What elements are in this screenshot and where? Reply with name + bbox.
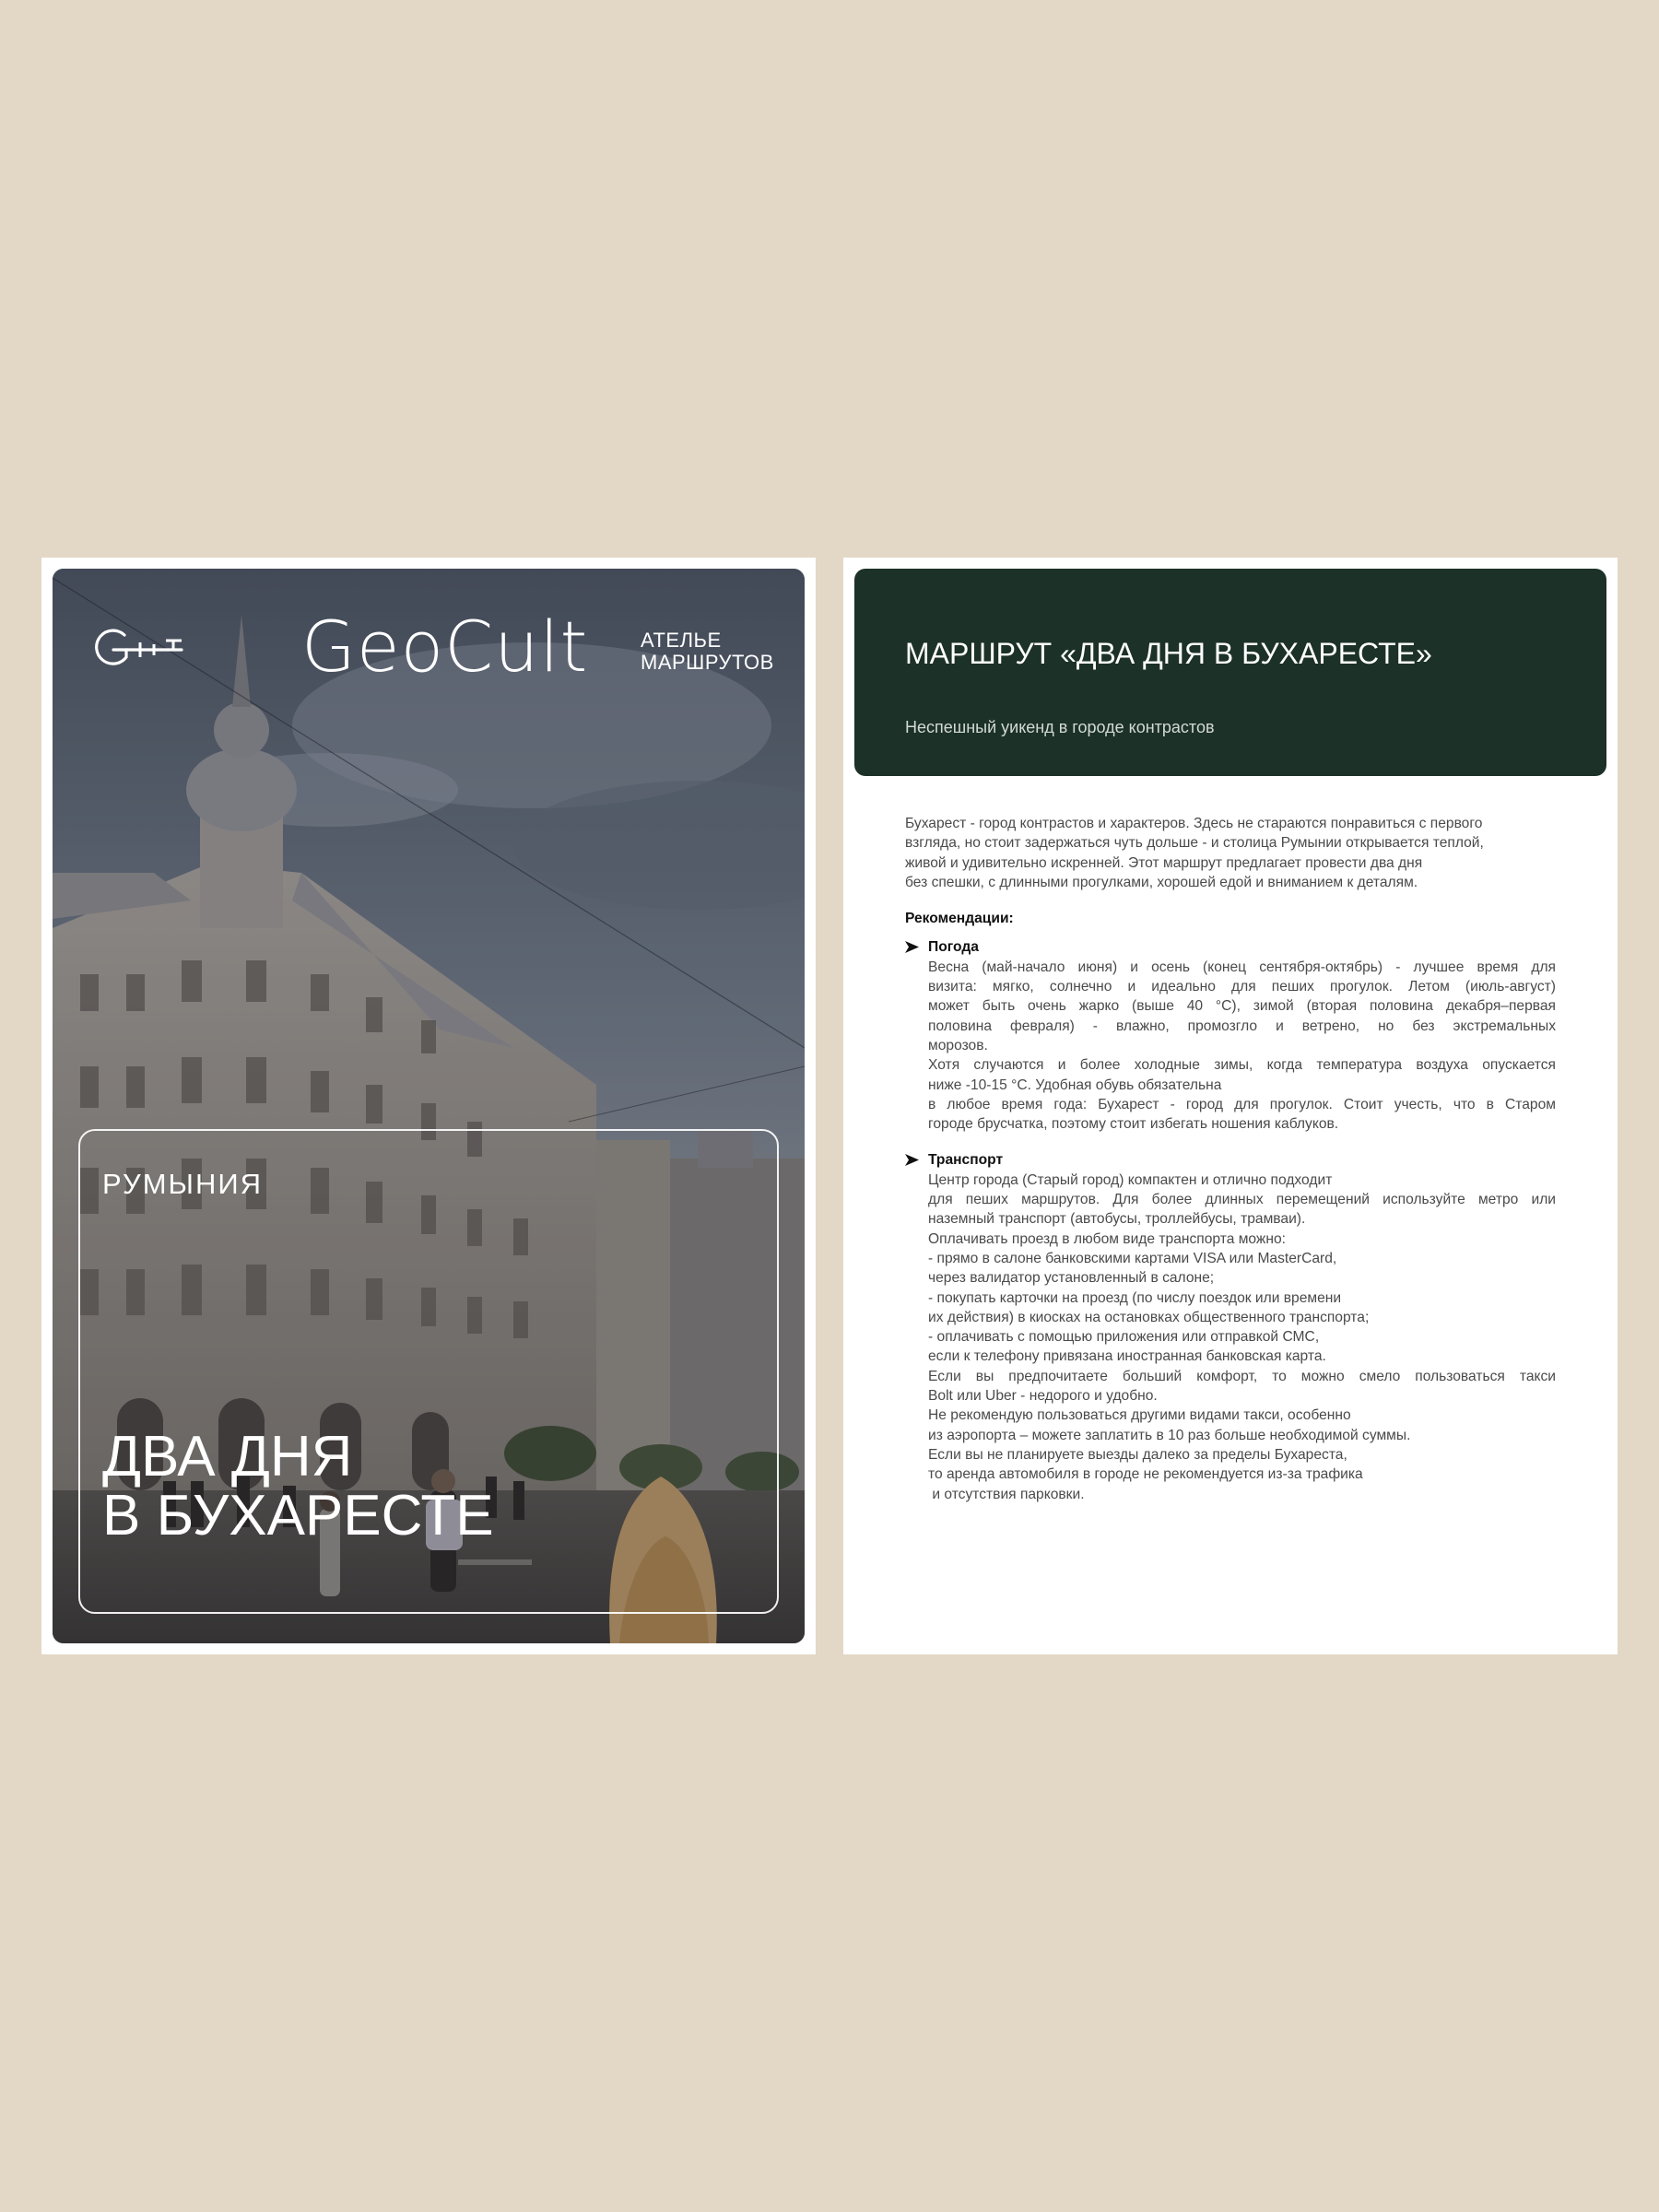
transport-line: если к телефону привязана иностранная банковская карта. — [928, 1348, 1326, 1365]
transport-line: Если вы предпочитаете больший комфорт, то можно смело пользоваться такси — [928, 1368, 1556, 1384]
intro-line: без спешки, с длинными прогулками, хорошей едой и вниманием к деталям. — [905, 874, 1418, 890]
route-title: МАРШРУТ «ДВА ДНЯ В БУХАРЕСТЕ» — [905, 637, 1432, 670]
transport-line: наземный транспорт (автобусы, троллейбусы, трамваи). — [928, 1211, 1306, 1228]
transport-line: их действия) в киосках на остановках общественного транспорта; — [928, 1309, 1370, 1325]
transport-section — [905, 1150, 1556, 1503]
transport-line: из аэропорта – можете заплатить в 10 раз больше необходимой суммы. — [928, 1427, 1411, 1443]
weather-section — [905, 937, 1556, 1134]
weather-line: половина февраля) - влажно, промозгло и ветрено, но без экстремальных — [928, 1018, 1556, 1034]
weather-line: может быть очень жарко (выше 40 °C), зимой (вторая половина декабря–первая — [928, 998, 1556, 1015]
tagline-line: АТЕЛЬЕ — [641, 629, 722, 652]
cover-photo — [53, 569, 805, 1643]
transport-line: Центр города (Старый город) компактен и отлично подходит — [928, 1171, 1333, 1188]
weather-line: в любое время года: Бухарест - город для прогулок. Стоит учесть, что в Старом — [928, 1096, 1556, 1112]
transport-line: для пеших маршрутов. Для более длинных перемещений используйте метро или — [928, 1192, 1556, 1208]
transport-line: - покупать карточки на проезд (по числу поездок или времени — [928, 1289, 1342, 1306]
intro-line: взгляда, но стоит задержаться чуть дольше - и столица Румынии открывается теплой, — [905, 835, 1484, 852]
weather-line: визита: мягко, солнечно и идеально для пеших прогулок. Летом (июль-август) — [928, 979, 1556, 995]
header-banner — [854, 569, 1606, 776]
route-page — [843, 558, 1618, 1654]
weather-line: Хотя случаются и более холодные зимы, когда температура воздуха опускается — [928, 1057, 1556, 1074]
transport-line: - оплачивать с помощью приложения или отправкой СМС, — [928, 1329, 1320, 1346]
weather-line: городе брусчатка, поэтому стоит избегать ношения каблуков. — [928, 1116, 1339, 1133]
transport-line: через валидатор установленный в салоне; — [928, 1270, 1215, 1287]
intro-paragraph — [905, 814, 1556, 892]
arrow-bullet-icon — [905, 1154, 919, 1166]
country-label: РУМЫНИЯ — [102, 1168, 264, 1200]
intro-line: живой и удивительно искренней. Этот маршрут предлагает провести два дня — [905, 854, 1423, 871]
weather-heading: Погода — [928, 939, 979, 956]
geocult-logo-icon — [89, 626, 185, 672]
brand-name: GeoCult — [301, 606, 589, 688]
transport-line: Не рекомендую пользоваться другими видами такси, особенно — [928, 1407, 1351, 1424]
recommendations-heading: Рекомендации: — [905, 911, 1014, 927]
brand-tagline — [641, 629, 788, 674]
transport-line: - прямо в салоне банковскими картами VISA или MasterCard, — [928, 1250, 1337, 1266]
transport-line: и отсутствия парковки. — [928, 1486, 1085, 1502]
cover-title-line: ДВА ДНЯ — [102, 1425, 353, 1488]
tagline-line: МАРШРУТОВ — [641, 651, 774, 674]
route-subtitle: Неспешный уикенд в городе контрастов — [905, 718, 1215, 736]
transport-line: Если вы не планируете выезды далеко за пределы Бухареста, — [928, 1446, 1347, 1463]
weather-line: Весна (май-начало июня) и осень (конец сентября-октябрь) - лучшее время для — [928, 959, 1556, 975]
route-body — [905, 814, 1556, 1521]
cover-page — [41, 558, 816, 1654]
weather-line: ниже -10-15 °С. Удобная обувь обязательна — [928, 1077, 1222, 1093]
transport-line: Bolt или Uber - недорого и удобно. — [928, 1388, 1158, 1405]
transport-line: Оплачивать проезд в любом виде транспорта можно: — [928, 1230, 1286, 1247]
arrow-bullet-icon — [905, 941, 919, 953]
weather-line: морозов. — [928, 1037, 988, 1053]
cover-title — [102, 1425, 766, 1547]
transport-line: то аренда автомобиля в городе не рекомендуется из-за трафика — [928, 1466, 1363, 1483]
intro-line: Бухарест - город контрастов и характеров. Здесь не стараются понравиться с первого — [905, 816, 1483, 831]
transport-heading: Транспорт — [928, 1152, 1004, 1169]
cover-title-line: В БУХАРЕСТЕ — [102, 1484, 494, 1547]
